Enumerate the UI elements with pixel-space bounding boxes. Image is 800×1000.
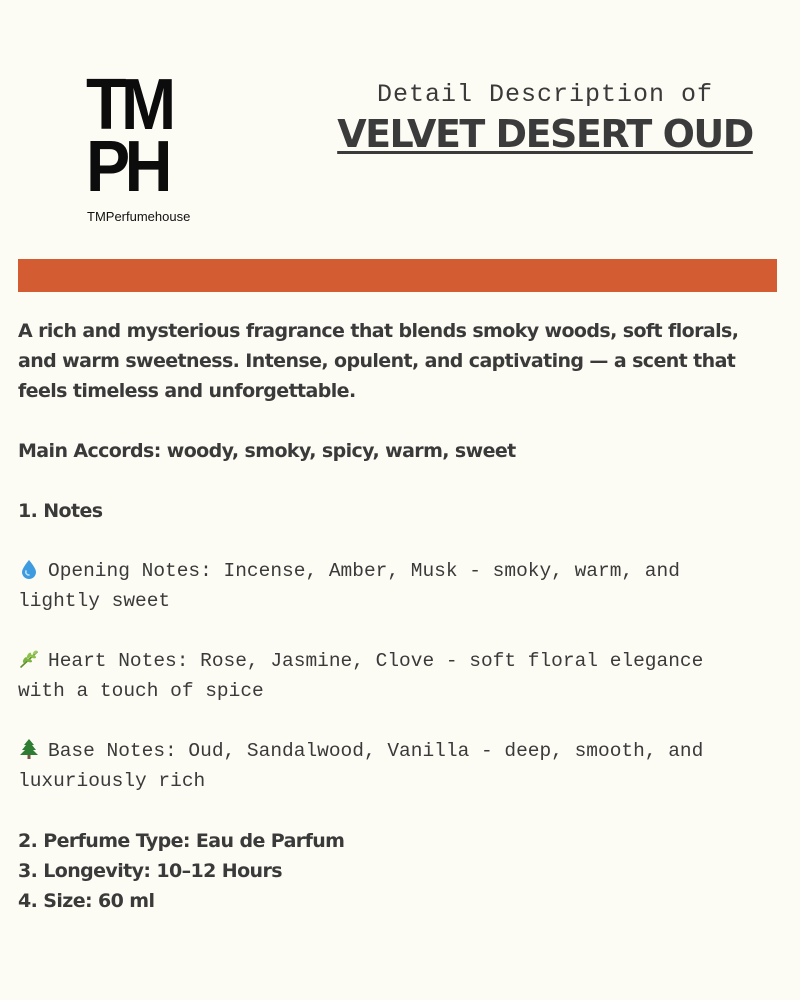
base-notes-text: Base Notes: Oud, Sandalwood, Vanilla - deep, smooth, and luxuriously rich xyxy=(18,740,704,792)
logo-monogram xyxy=(86,65,171,207)
brand-logo xyxy=(86,65,206,232)
notes-heading: 1. Notes xyxy=(18,500,103,522)
spec-perfume-type: 2. Perfume Type: Eau de Parfum xyxy=(18,830,345,852)
evergreen-tree-icon xyxy=(18,739,40,759)
product-title: VELVET DESERT OUD xyxy=(337,112,753,156)
spec-longevity: 3. Longevity: 10–12 Hours xyxy=(18,860,282,882)
droplet-icon xyxy=(18,559,40,579)
description-body xyxy=(18,316,748,916)
logo-brand-name: TMPerfumehouse xyxy=(87,209,191,224)
herb-icon xyxy=(18,649,40,669)
accent-divider-bar xyxy=(18,259,777,292)
logo-line-2: PH xyxy=(86,127,167,207)
heart-notes xyxy=(18,646,748,706)
base-notes xyxy=(18,736,748,796)
opening-notes xyxy=(18,556,748,616)
spec-size: 4. Size: 60 ml xyxy=(18,890,155,912)
opening-notes-text: Opening Notes: Incense, Amber, Musk - smoky, warm, and lightly sweet xyxy=(18,560,680,612)
logo-line-1: TM xyxy=(86,65,171,145)
main-accords: Main Accords: woody, smoky, spicy, warm, sweet xyxy=(18,440,516,462)
fragrance-description: A rich and mysterious fragrance that blends smoky woods, soft florals, and warm sweetness. Intense, opulent, and captivating — a scent that feels timeless and unforgettable. xyxy=(18,320,739,402)
heart-notes-text: Heart Notes: Rose, Jasmine, Clove - soft floral elegance with a touch of spice xyxy=(18,650,704,702)
heading-intro: Detail Description of xyxy=(376,80,714,109)
